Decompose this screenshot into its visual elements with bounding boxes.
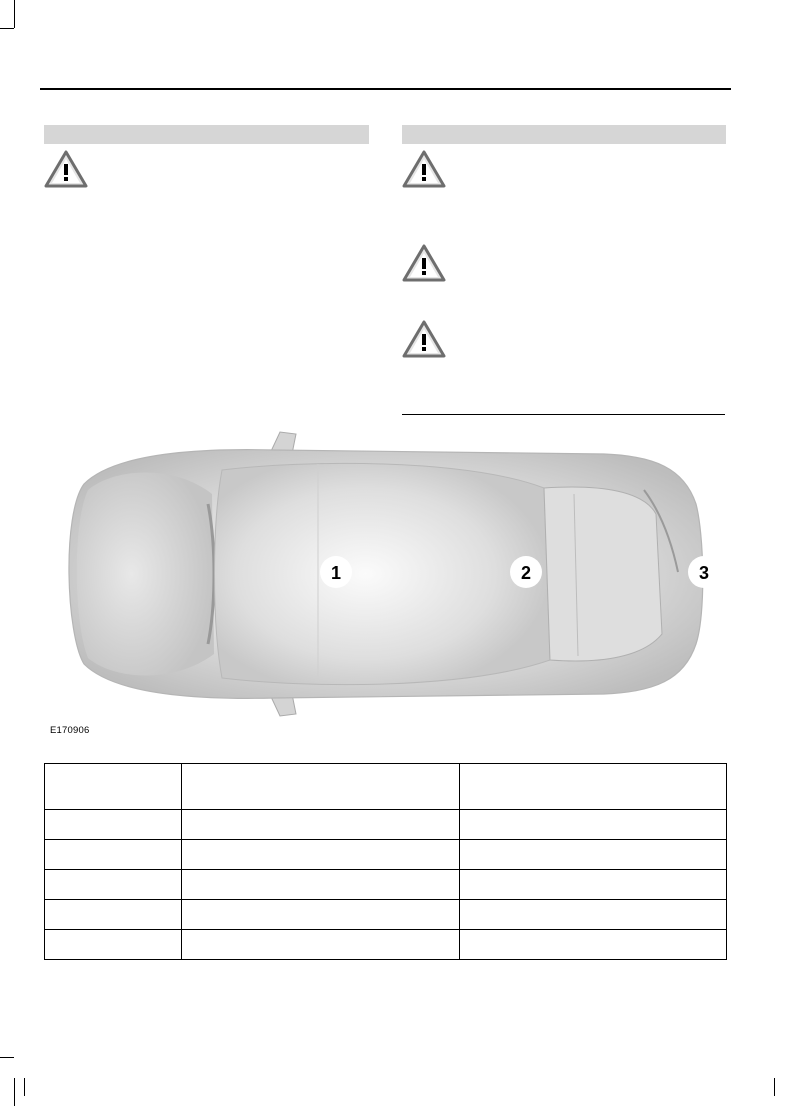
car-top-view-illustration (44, 424, 734, 722)
table-header-row (45, 764, 727, 810)
crop-mark-bottom-right (774, 1078, 775, 1096)
svg-text:3: 3 (698, 563, 710, 583)
table-row (45, 810, 727, 840)
table-cell (182, 840, 460, 870)
spec-table (44, 763, 727, 960)
table-cell (182, 810, 460, 840)
warning-triangle-icon (402, 243, 446, 283)
table-cell (182, 930, 460, 960)
crop-mark-top-left (14, 0, 15, 28)
warning-triangle-icon (44, 149, 88, 189)
callout-2 (510, 556, 542, 588)
table-cell (45, 840, 182, 870)
warning-triangle-icon (402, 319, 446, 359)
table-row (45, 930, 727, 960)
table-cell (460, 870, 727, 900)
crop-mark-top-left-h (0, 28, 14, 29)
table-cell (45, 810, 182, 840)
table-cell (460, 840, 727, 870)
table-header-cell (182, 764, 460, 810)
table-cell (182, 870, 460, 900)
table-cell (460, 930, 727, 960)
section-heading-right (402, 127, 408, 141)
section-heading-left (44, 127, 50, 141)
table-row (45, 840, 727, 870)
header-rule (40, 88, 731, 90)
crop-mark-bottom-left (14, 1078, 15, 1106)
table-cell (460, 900, 727, 930)
crop-mark-bottom-left-h (0, 1057, 14, 1058)
table-cell (45, 930, 182, 960)
warning-triangle-icon (402, 149, 446, 189)
table-header-cell (45, 764, 182, 810)
section-heading-bar-left (44, 125, 369, 144)
table-cell (45, 870, 182, 900)
table-row (45, 870, 727, 900)
table-cell (45, 900, 182, 930)
svg-text:1: 1 (330, 563, 342, 583)
table-row (45, 900, 727, 930)
table-header-cell (460, 764, 727, 810)
svg-text:2: 2 (520, 563, 532, 583)
callout-1 (320, 556, 352, 588)
section-heading-bar-right (402, 125, 726, 144)
column-end-rule (402, 414, 725, 415)
table-cell (182, 900, 460, 930)
callout-3 (688, 556, 720, 588)
crop-mark-bottom-left-v2 (24, 1078, 25, 1096)
figure-reference-code: E170906 (50, 725, 90, 736)
table-cell (460, 810, 727, 840)
